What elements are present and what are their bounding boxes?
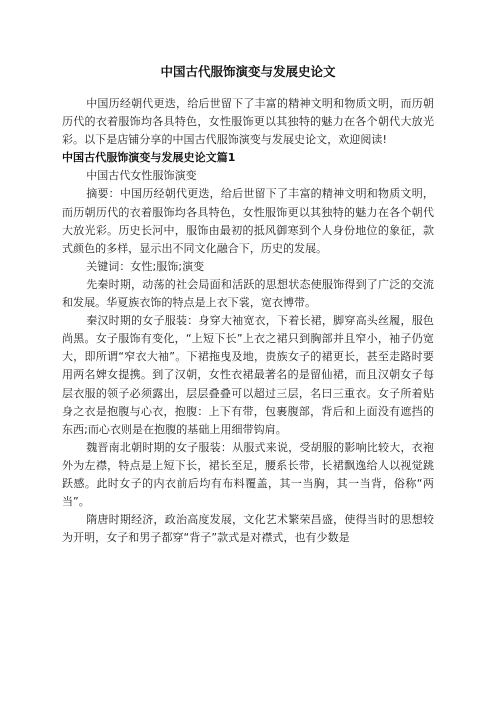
body-paragraph: 先秦时期，动荡的社会局面和活跃的思想状态使服饰得到了广泛的交流和发展。华夏族衣饰的特点是上衣下裳，宽衣博带。 [62,277,434,310]
body-paragraph: 隋唐时期经济，政治高度发展，文化艺术繁荣昌盛，使得当时的思想较为开明，女子和男子都穿“背子”款式是对襟式，也有少数是 [62,513,434,545]
body-paragraph: 魏晋南北朝时期的女子服装：从服式来说，受胡服的影响比较大，衣袍外为左襟，特点是上短下长，裙长至足，腰系长带，长裙飘逸给人以视觉跳跃感。此时女子的内衣前后均有布料覆盖，其一当胸，其一当背，俗称“两当”。 [62,440,434,509]
intro-paragraph: 中国历经朝代更迭，给后世留下了丰富的精神文明和物质文明，而历朝历代的衣着服饰均各具特色，女性服饰更以其独特的魅力在各个朝代大放光彩。以下是店铺分享的中国古代服饰演变与发展史论文，欢迎阅读! [62,97,434,147]
abstract-paragraph: 摘要：中国历经朝代更迭，给后世留下了丰富的精神文明和物质文明，而历朝历代的衣着服饰均各具特色，女性服饰更以其独特的魅力在各个朝代大放光彩。历史长河中，服饰由最初的抵风御寒到个人身份地位的象征，款式颜色的多样，显示出不同文化融合下，历史的发展。 [62,187,434,255]
keywords-paragraph: 关键词：女性;服饰;演变 [86,259,205,273]
document-body [62,95,434,547]
article-title: 中国古代女性服饰演变 [86,169,197,183]
document-title: 中国古代服饰演变与发展史论文 [160,64,336,79]
body-paragraph: 秦汉时期的女子服装：身穿大袖宽衣，下着长裙，脚穿高头丝履，服色尚黑。女子服饰有变化，“上短下长”上衣之裙只到胸部并且窄小，袖子仍宽大，即所谓“窄衣大袖”。下裙拖曳及地，贵族女子的裙更长，甚至走路时要用两名婢女提携。到了汉朝，女性衣裙最著名的是留仙裙，而且汉朝女子每层衣服的领子必须露出，层层叠叠可以超过三层，名曰三重衣。女子所着贴身之衣是抱腹与心衣，抱腹：上下有带，包裹腹部，背后和上面没有遮挡的东西;而心衣则是在抱腹的基础上用细带钩肩。 [62,314,434,436]
section-heading: 中国古代服饰演变与发展史论文篇1 [62,151,236,165]
